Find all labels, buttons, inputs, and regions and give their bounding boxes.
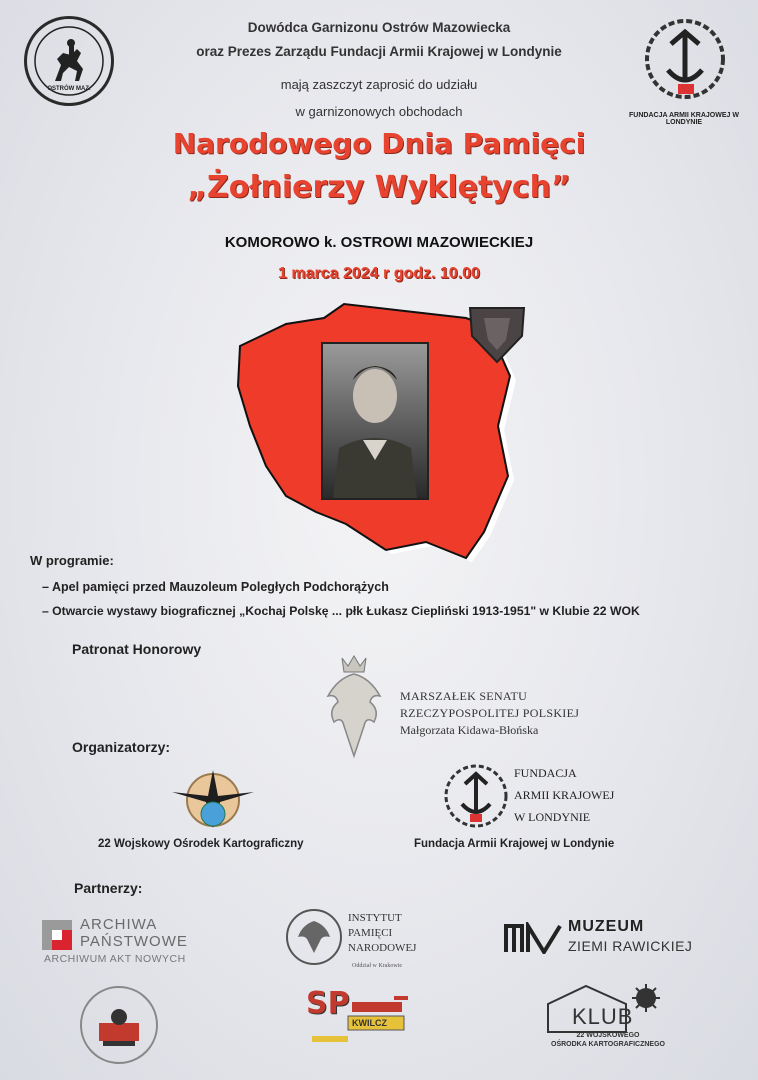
sp-text: SP [306, 986, 350, 1021]
title-line-2: „Żołnierzy Wyklętych” [187, 170, 571, 205]
right-logo-caption: FUNDACJA ARMII KRAJOWEJ W LONDYNIE [629, 112, 739, 126]
muzeum-line-2: ZIEMI RAWICKIEJ [568, 938, 693, 954]
event-date: 1 marca 2024 r godz. 10.00 [278, 265, 480, 282]
ipn-line-3: NARODOWEJ [348, 942, 417, 954]
partners-heading: Partnerzy: [74, 880, 143, 896]
eagle-emblem-icon [320, 652, 388, 764]
archiwa-line-3: ARCHIWUM AKT NOWYCH [44, 953, 186, 965]
wok-emblem-icon [168, 762, 258, 834]
org2-line-1: FUNDACJA [514, 766, 577, 780]
klub-sub-2: OŚRODKA KARTOGRAFICZNEGO [551, 1041, 665, 1048]
ipn-line-2: PAMIĘCI [348, 927, 393, 939]
officer-portrait-icon [323, 344, 427, 498]
program-item-1: – Apel pamięci przed Mauzoleum Poległych Podchorążych [42, 580, 389, 594]
archiwa-line-2: PAŃSTWOWE [80, 933, 188, 950]
muzeum-logo-icon [504, 922, 562, 954]
military-badge-icon [466, 300, 528, 364]
archiwa-line-1: ARCHIWA [80, 916, 158, 933]
header-line-3: mają zaszczyt zaprosić do udziału [280, 77, 478, 92]
klub-text: KLUB [572, 1004, 634, 1029]
badge-seal-icon [80, 986, 158, 1064]
org2-line-2: ARMII KRAJOWEJ [514, 788, 615, 802]
title-line-1: Narodowego Dnia Pamięci [172, 127, 586, 160]
org1-caption: 22 Wojskowy Ośrodek Kartograficzny [98, 838, 304, 850]
patronage-heading: Patronat Honorowy [72, 641, 202, 657]
patronage-line-1: MARSZAŁEK SENATU [400, 689, 528, 703]
header-line-4: w garnizonowych obchodach [295, 104, 463, 119]
patronage-line-2: RZECZYPOSPOLITEJ POLSKIEJ [400, 706, 580, 720]
left-seal-text: OSTRÓW MAZ. [47, 86, 91, 92]
klub-sub-1: 22 WOJSKOWEGO [576, 1032, 640, 1039]
ipn-line-4: Oddział w Krakowie [352, 963, 402, 969]
ipn-line-1: INSTYTUT [348, 912, 402, 924]
archiwa-logo-icon [42, 920, 72, 950]
org2-caption: Fundacja Armii Krajowej w Londynie [414, 838, 615, 850]
header-line-2: oraz Prezes Zarządu Fundacji Armii Krajowej w Londynie [196, 44, 562, 59]
org2-anchor-icon [440, 760, 512, 832]
organizers-heading: Organizatorzy: [72, 739, 171, 755]
header-line-1: Dowódca Garnizonu Ostrów Mazowiecka [247, 20, 511, 35]
patronage-line-3: Małgorzata Kidawa-Błońska [400, 723, 539, 737]
ipn-seal-icon [286, 909, 342, 965]
program-heading: W programie: [30, 553, 114, 568]
program-item-2: – Otwarcie wystawy biograficznej „Kochaj Polskę ... płk Łukasz Ciepliński 1913-1951" w Klubie 22 WOK [42, 604, 640, 618]
org2-line-3: W LONDYNIE [514, 810, 591, 824]
sp-sub: KWILCZ [352, 1018, 387, 1028]
muzeum-line-1: MUZEUM [568, 918, 645, 935]
portrait-photo [321, 342, 429, 500]
event-location: KOMOROWO k. OSTROWI MAZOWIECKIEJ [224, 234, 534, 251]
